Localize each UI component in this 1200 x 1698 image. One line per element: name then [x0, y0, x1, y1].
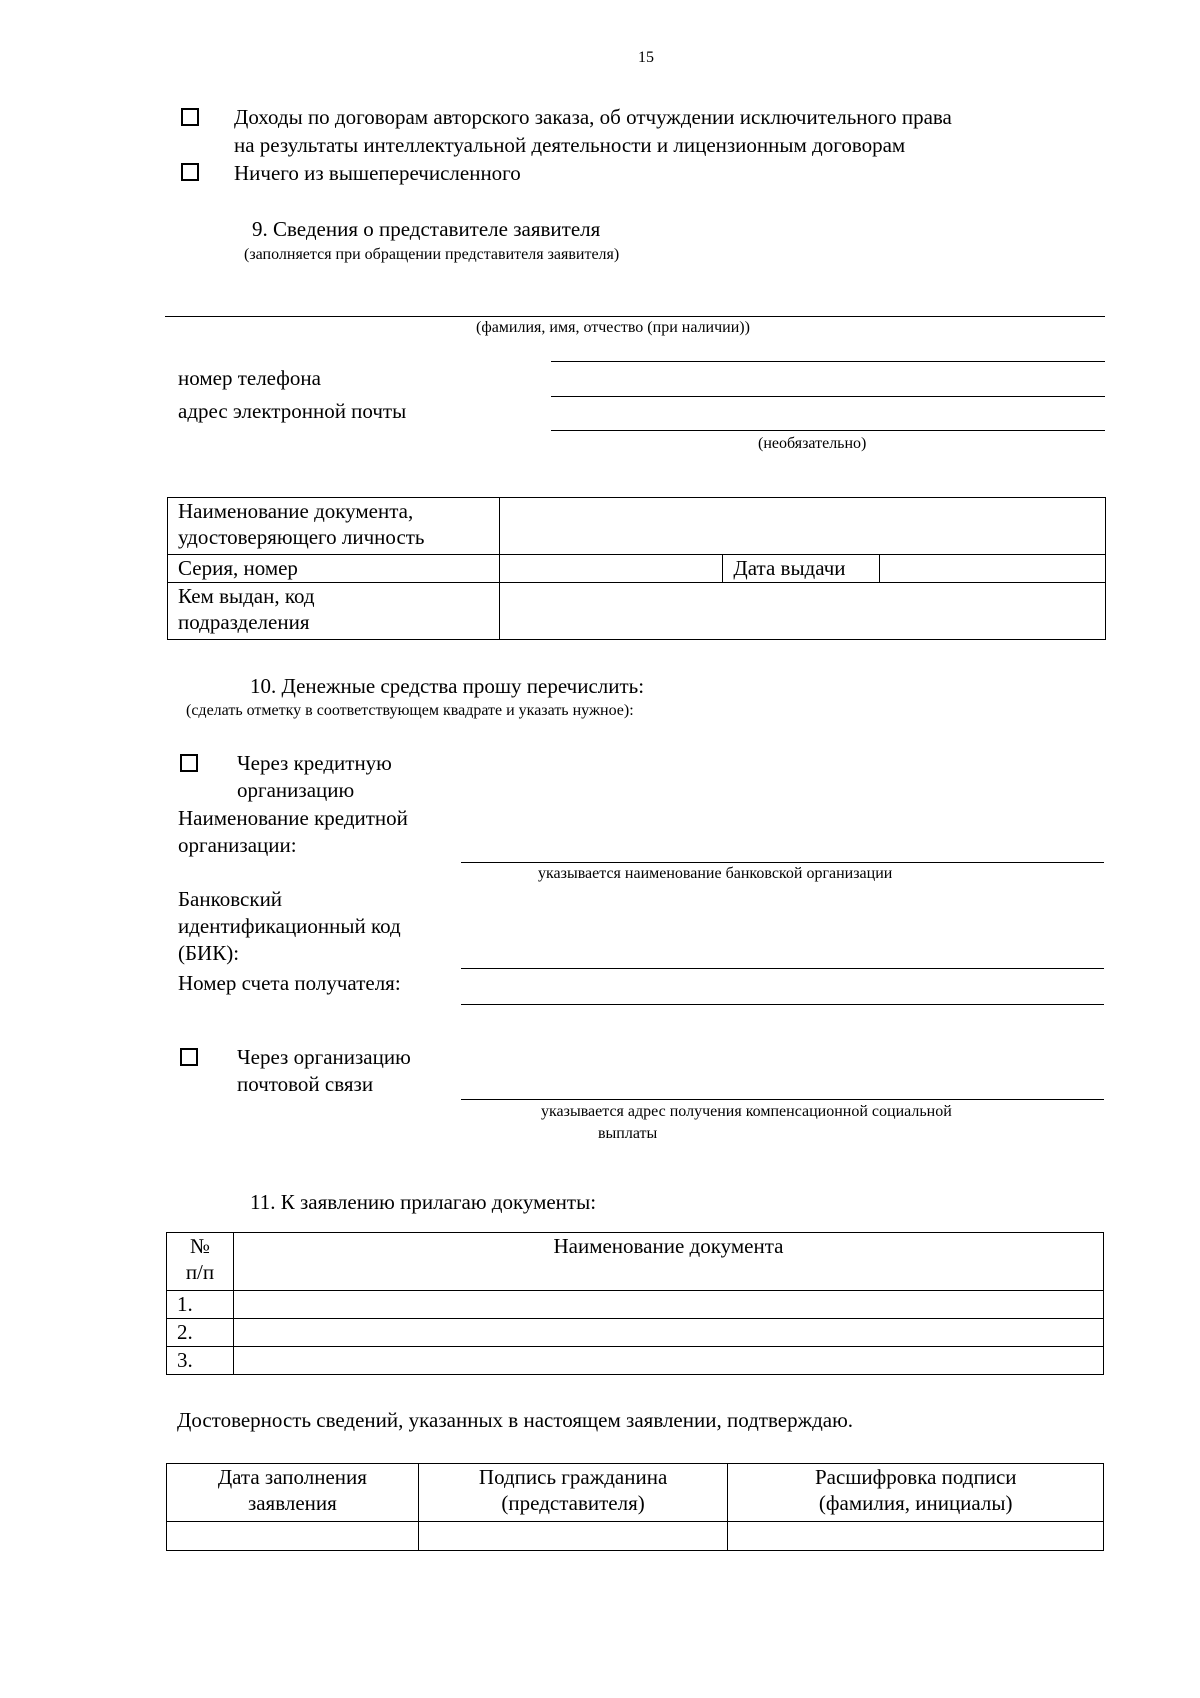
doc-name-label-line1: Наименование документа,: [178, 499, 414, 523]
signature-decoding-header-line2: (фамилия, инициалы): [818, 1491, 1013, 1515]
issued-by-label-line2: подразделения: [178, 610, 310, 634]
section9-note: (заполняется при обращении представителя заявителя): [244, 246, 620, 263]
representative-fio-field[interactable]: [165, 316, 1105, 317]
col-number-header-line2: п/п: [185, 1260, 215, 1284]
income-option-copyright-checkbox[interactable]: [181, 108, 199, 126]
table-row-number: 2.: [167, 1319, 234, 1347]
signature-decoding-header-line1: Расшифровка подписи: [814, 1465, 1017, 1489]
fill-date-cell[interactable]: [167, 1522, 419, 1551]
issue-date-value-cell[interactable]: [880, 555, 1106, 583]
fill-date-header: [167, 1464, 419, 1522]
credit-org-checkbox[interactable]: [180, 754, 198, 772]
issue-date-label: Дата выдачи: [723, 555, 880, 583]
income-option-copyright-label-line2: на результаты интеллектуальной деятельности и лицензионным договорам: [234, 133, 906, 157]
bank-name-caption: указывается наименование банковской организации: [538, 865, 893, 882]
field-line: [551, 361, 1105, 362]
section9-title: 9. Сведения о представителе заявителя: [252, 217, 601, 241]
phone-field[interactable]: [551, 396, 1105, 397]
col-number-header-line1: №: [189, 1234, 210, 1258]
bik-field[interactable]: [461, 968, 1104, 969]
phone-label: номер телефона: [178, 366, 321, 390]
bik-label-line2: идентификационный код: [178, 914, 401, 938]
fill-date-header-line2: заявления: [247, 1491, 337, 1515]
signature-decoding-header: [728, 1464, 1104, 1522]
post-office-checkbox[interactable]: [180, 1048, 198, 1066]
credit-org-label-line1: Через кредитную: [237, 751, 392, 775]
confirmation-text: Достоверность сведений, указанных в настоящем заявлении, подтверждаю.: [177, 1408, 854, 1432]
table-row-document-cell[interactable]: [233, 1291, 1103, 1319]
post-caption-line1: указывается адрес получения компенсационной социальной: [541, 1103, 952, 1120]
section10-title: 10. Денежные средства прошу перечислить:: [250, 674, 645, 698]
issued-by-value-cell[interactable]: [499, 583, 1105, 640]
table-row-document-cell[interactable]: [233, 1347, 1103, 1375]
issued-by-label-line1: Кем выдан, код: [178, 584, 315, 608]
attached-documents-table: [166, 1232, 1104, 1375]
optional-caption: (необязательно): [758, 435, 867, 452]
table-row-number: 1.: [167, 1291, 234, 1319]
series-value-cell[interactable]: [499, 555, 723, 583]
account-label: Номер счета получателя:: [178, 971, 401, 995]
bank-name-label-line1: Наименование кредитной: [178, 806, 408, 830]
account-field[interactable]: [461, 1004, 1104, 1005]
signature-header: [418, 1464, 728, 1522]
doc-name-label-line2: удостоверяющего личность: [178, 525, 425, 549]
post-caption-line2: выплаты: [598, 1125, 658, 1142]
bank-name-field[interactable]: [461, 862, 1104, 863]
identity-document-table: [167, 497, 1106, 640]
table-row-number: 3.: [167, 1347, 234, 1375]
fio-caption: (фамилия, имя, отчество (при наличии)): [476, 319, 750, 336]
post-office-label-line1: Через организацию: [237, 1045, 411, 1069]
email-label: адрес электронной почты: [178, 399, 407, 423]
signature-table: [166, 1463, 1104, 1551]
col-name-header: Наименование документа: [233, 1233, 1103, 1291]
bank-name-label-line2: организации:: [178, 833, 297, 857]
income-option-copyright-label-line1: Доходы по договорам авторского заказа, об отчуждении исключительного права: [234, 105, 952, 129]
fill-date-header-line1: Дата заполнения: [217, 1465, 367, 1489]
col-number-header: [167, 1233, 234, 1291]
page-number: 15: [638, 49, 654, 66]
series-label: Серия, номер: [168, 555, 500, 583]
doc-name-label-cell: [168, 498, 500, 555]
table-row-document-cell[interactable]: [233, 1319, 1103, 1347]
signature-header-line2: (представителя): [501, 1491, 645, 1515]
credit-org-label-line2: организацию: [237, 778, 355, 802]
doc-name-value-cell[interactable]: [499, 498, 1105, 555]
signature-decoding-cell[interactable]: [728, 1522, 1104, 1551]
income-option-none-checkbox[interactable]: [181, 163, 199, 181]
section10-note: (сделать отметку в соответствующем квадрате и указать нужное):: [186, 702, 634, 719]
email-field[interactable]: [551, 430, 1105, 431]
post-address-field[interactable]: [461, 1099, 1104, 1100]
income-option-none-label: Ничего из вышеперечисленного: [234, 161, 521, 185]
issued-by-label-cell: [168, 583, 500, 640]
bik-label-line3: (БИК):: [178, 941, 240, 965]
bik-label-line1: Банковский: [178, 887, 283, 911]
signature-cell[interactable]: [418, 1522, 728, 1551]
signature-header-line1: Подпись гражданина: [478, 1465, 668, 1489]
section11-title: 11. К заявлению прилагаю документы:: [250, 1190, 597, 1214]
post-office-label-line2: почтовой связи: [237, 1072, 374, 1096]
